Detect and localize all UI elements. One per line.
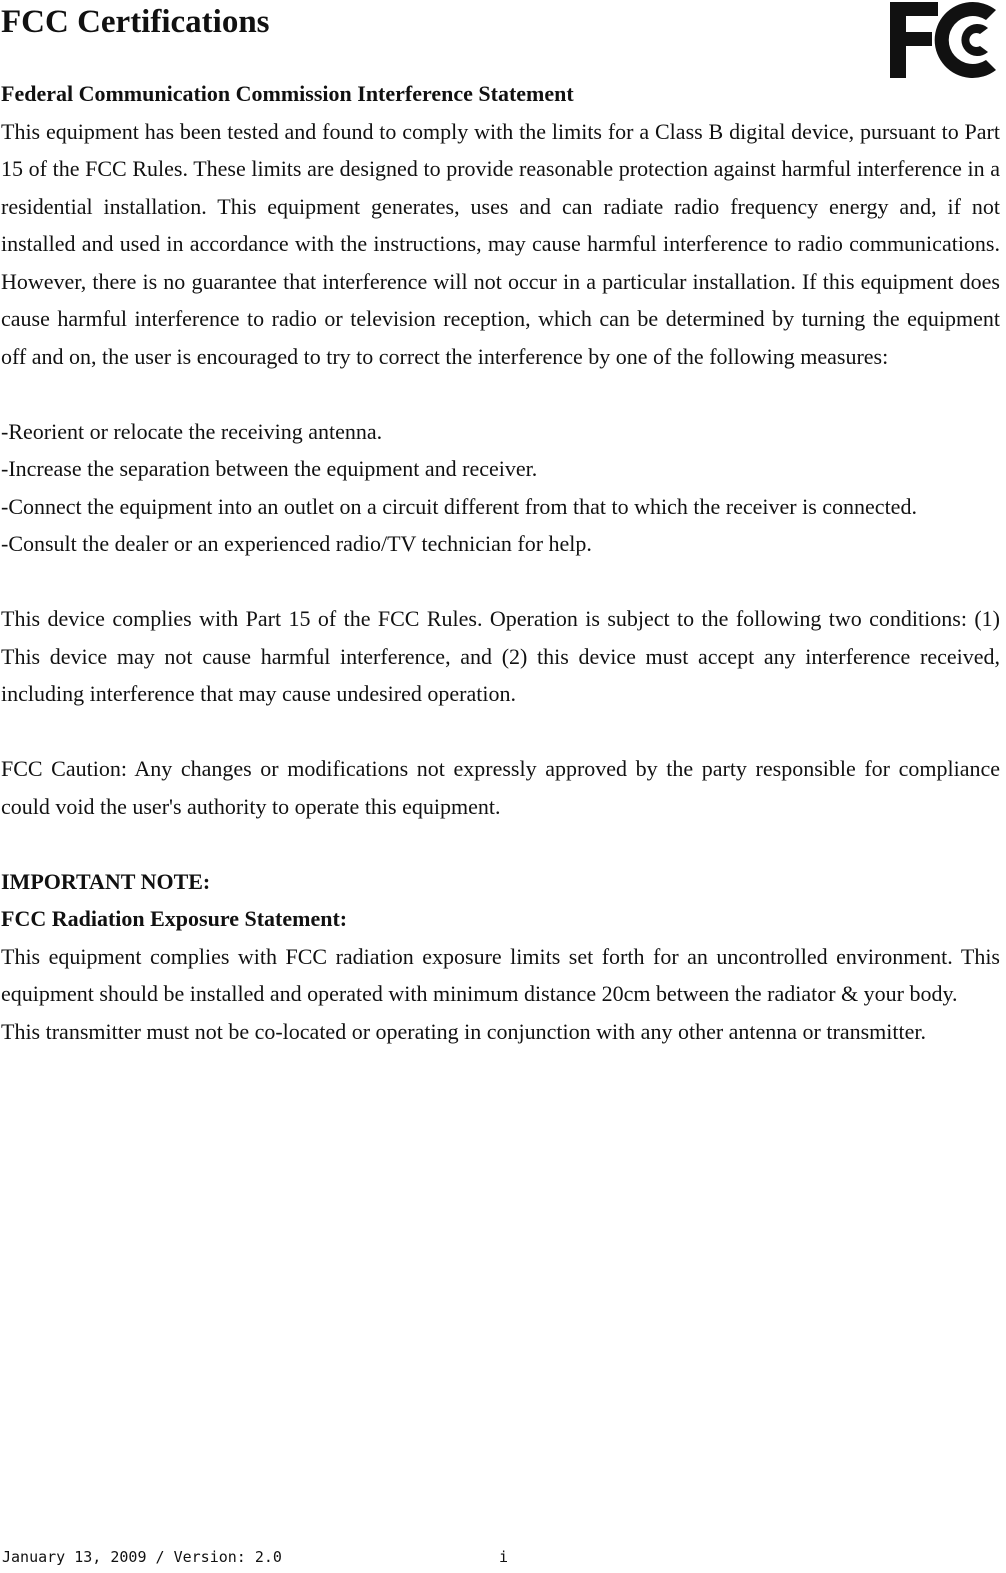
caution-body: FCC Caution: Any changes or modifications not expressly approved by the party responsible for compliance could void the user's authority to operate this equipment. <box>1 756 1000 819</box>
part15-body: This device complies with Part 15 of the FCC Rules. Operation is subject to the following two conditions: (1) This device may not cause harmful interference, and (2) this device must accept any interference received, including interference that may cause undesired operation. <box>1 606 1000 706</box>
footer-page-number: i <box>499 1548 509 1566</box>
spacer <box>1 825 1000 863</box>
important-note-heading: IMPORTANT NOTE: <box>1 868 211 894</box>
fcc-logo-icon <box>888 0 1002 80</box>
measure-item: -Connect the equipment into an outlet on a circuit different from that to which the receiver is connected. <box>1 493 917 519</box>
footer-date-version: January 13, 2009 / Version: 2.0 <box>2 1548 282 1566</box>
interference-heading: Federal Communication Commission Interference Statement <box>1 81 574 106</box>
radiation-exposure-heading: FCC Radiation Exposure Statement: <box>1 906 348 931</box>
spacer <box>1 375 1000 413</box>
spacer <box>1 563 1000 601</box>
page-title: FCC Certifications <box>1 4 270 40</box>
interference-body: This equipment has been tested and found to comply with the limits for a Class B digital device, pursuant to Part 15 of the FCC Rules. These limits are designed to provide reasonable protection against harmful interference in a residential installation. This equipment generates, uses and can radiate radio frequency energy and, if not installed and used in accordance with the instructions, may cause harmful interference to radio communications. However, there is no guarantee that interference will not occur in a particular installation. If this equipment does cause harmful interference to radio or television reception, which can be determined by turning the equipment off and on, the user is encouraged to try to correct the interference by one of the following measures: <box>1 118 1000 369</box>
spacer <box>1 713 1000 751</box>
colocation-body: This transmitter must not be co-located or operating in conjunction with any other antenna or transmitter. <box>1 1018 926 1044</box>
measure-item: -Increase the separation between the equipment and receiver. <box>1 456 538 481</box>
measure-item: -Reorient or relocate the receiving antenna. <box>1 418 383 444</box>
document-body <box>1 75 1000 1050</box>
measure-item: -Consult the dealer or an experienced radio/TV technician for help. <box>1 531 592 556</box>
radiation-exposure-body: This equipment complies with FCC radiation exposure limits set forth for an uncontrolled environment. This equipment should be installed and operated with minimum distance 20cm between the radiator & your body. <box>1 943 1000 1006</box>
